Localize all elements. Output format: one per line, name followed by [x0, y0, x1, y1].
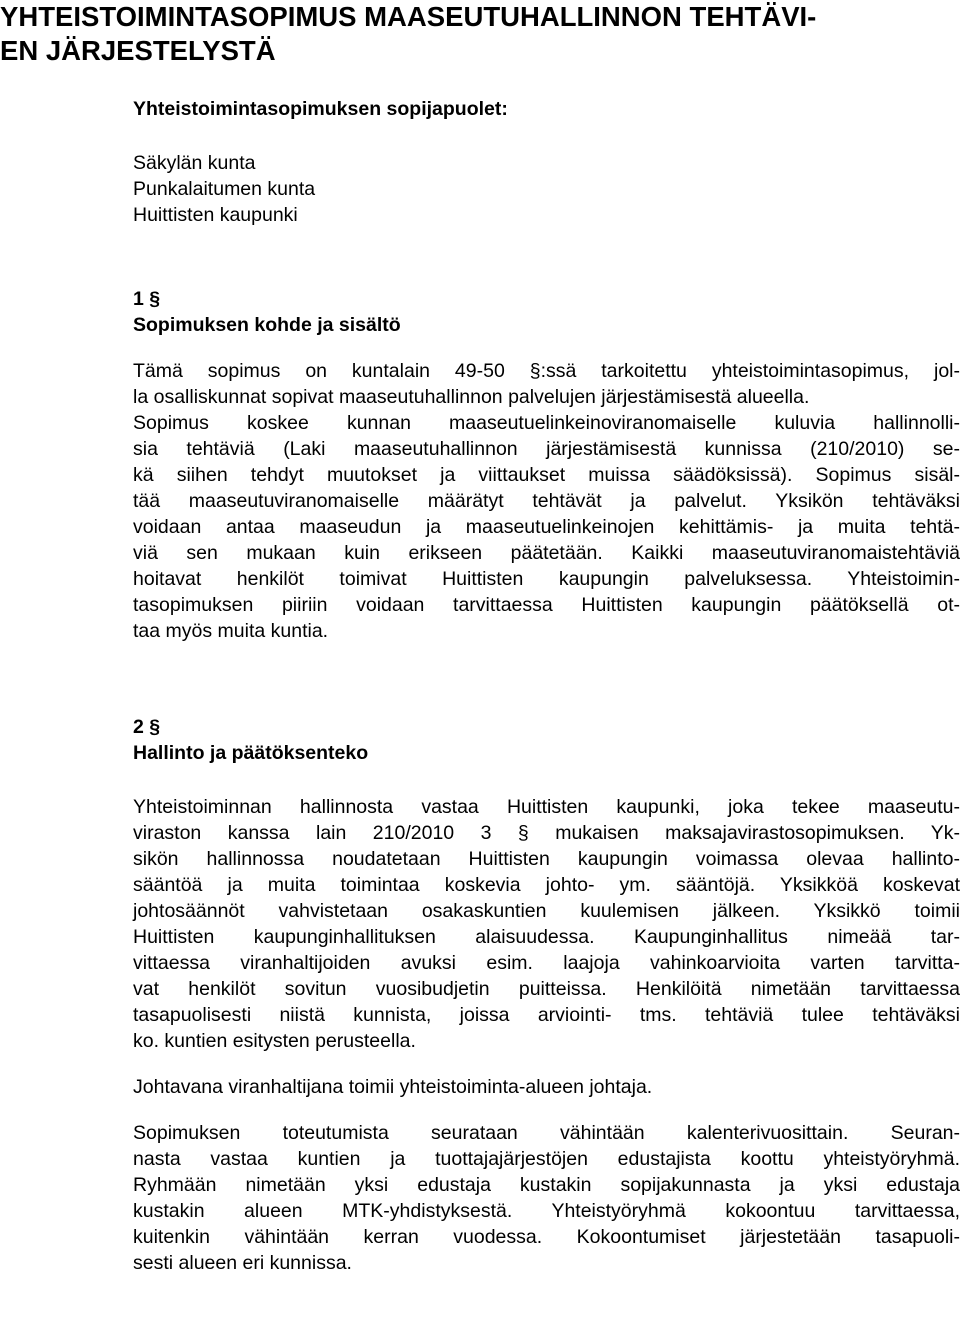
- text-line: sia tehtäviä (Laki maaseutuhallinnon järjestämisestä kunnissa (210/2010) se-: [133, 438, 960, 460]
- text-line: sääntöä ja muita toimintaa koskevia johto- ym. sääntöjä. Yksikköä koskevat: [133, 874, 960, 896]
- party-item: Punkalaitumen kunta: [133, 178, 316, 200]
- text-line: Ryhmään nimetään yksi edustaja kustakin sopijakunnasta ja yksi edustaja: [133, 1174, 960, 1196]
- text-line: voidaan antaa maaseudun ja maaseutuelinkeinojen kehittämis- ja muita tehtä-: [133, 516, 960, 538]
- section-paragraph: [133, 1074, 960, 1100]
- text-line: tasapuolisesti niistä kunnista, joissa arviointi- tms. tehtäviä tulee tehtäväksi: [133, 1004, 960, 1026]
- text-line: kuitenkin vähintään kerran vuodessa. Kokoontumiset järjestetään tasapuoli-: [133, 1226, 960, 1248]
- document-title: [0, 0, 960, 68]
- section-paragraph: [133, 1120, 960, 1276]
- text-line: johtosäännöt vahvistetaan osakaskuntien kuulemisen jälkeen. Yksikkö toimii: [133, 900, 960, 922]
- text-line: Huittisten kaupunginhallituksen alaisuudessa. Kaupunginhallitus nimeää tar-: [133, 926, 960, 948]
- text-line: Sopimus koskee kunnan maaseutuelinkeinoviranomaiselle kuluvia hallinnolli-: [133, 412, 960, 434]
- document-body: [133, 96, 960, 1276]
- party-item: Huittisten kaupunki: [133, 204, 298, 226]
- text-line: viä sen mukaan kuin erikseen päätetään. Kaikki maaseutuviranomaistehtäviä: [133, 542, 960, 564]
- party-item: Säkylän kunta: [133, 152, 256, 174]
- text-line: la osalliskunnat sopivat maaseutuhallinnon palvelujen järjestämisestä alueella.: [133, 386, 810, 408]
- text-line: tasopimuksen piiriin voidaan tarvittaessa Huittisten kaupungin päätöksellä ot-: [133, 594, 960, 616]
- section-heading: Sopimuksen kohde ja sisältö: [133, 314, 401, 336]
- text-line: kä siihen tehdyt muutokset ja viittaukset muissa säädöksissä). Sopimus sisäl-: [133, 464, 960, 486]
- document-title-line: EN JÄRJESTELYSTÄ: [0, 35, 276, 66]
- text-line: vittaessa viranhaltijoiden avuksi esim. laajoja vahinkoarvioita varten tarvitta-: [133, 952, 960, 974]
- section-paragraph: [133, 794, 960, 1054]
- text-line: nasta vastaa kuntien ja tuottajajärjestöjen edustajista koottu yhteistyöryhmä.: [133, 1148, 960, 1170]
- text-line: Yhteistoiminnan hallinnosta vastaa Huittisten kaupunki, joka tekee maaseutu-: [133, 796, 960, 818]
- text-line: tää maaseutuviranomaiselle määrätyt tehtävät ja palvelut. Yksikön tehtäväksi: [133, 490, 960, 512]
- text-line: vat henkilöt sovitun vuosibudjetin puitteissa. Henkilöitä nimetään tarvittaessa: [133, 978, 960, 1000]
- text-line: Johtavana viranhaltijana toimii yhteistoiminta-alueen johtaja.: [133, 1076, 653, 1098]
- text-line: hoitavat henkilöt toimivat Huittisten kaupungin palveluksessa. Yhteistoimin-: [133, 568, 960, 590]
- section-number: 2 §: [133, 716, 161, 738]
- text-line: sikön hallinnossa noudatetaan Huittisten kaupungin voimassa olevaa hallinto-: [133, 848, 960, 870]
- parties-list: [133, 150, 960, 228]
- text-line: taa myös muita kuntia.: [133, 620, 329, 642]
- text-line: ko. kuntien esitysten perusteella.: [133, 1030, 416, 1052]
- text-line: viraston kanssa lain 210/2010 3 § mukaisen maksajavirastosopimuksen. Yk-: [133, 822, 960, 844]
- document-title-line: YHTEISTOIMINTASOPIMUS MAASEUTUHALLINNON TEHTÄVI-: [0, 1, 817, 32]
- text-line: Sopimuksen toteutumista seurataan vähintään kalenterivuosittain. Seuran-: [133, 1122, 960, 1144]
- text-line: sesti alueen eri kunnissa.: [133, 1252, 352, 1274]
- section-number: 1 §: [133, 288, 161, 310]
- section-paragraph: [133, 358, 960, 644]
- section-heading: Hallinto ja päätöksenteko: [133, 742, 369, 764]
- text-line: kustakin alueen MTK-yhdistyksestä. Yhteistyöryhmä kokoontuu tarvittaessa,: [133, 1200, 960, 1222]
- text-line: Tämä sopimus on kuntalain 49-50 §:ssä tarkoitettu yhteistoimintasopimus, jol-: [133, 360, 960, 382]
- parties-heading: Yhteistoimintasopimuksen sopijapuolet:: [133, 98, 508, 120]
